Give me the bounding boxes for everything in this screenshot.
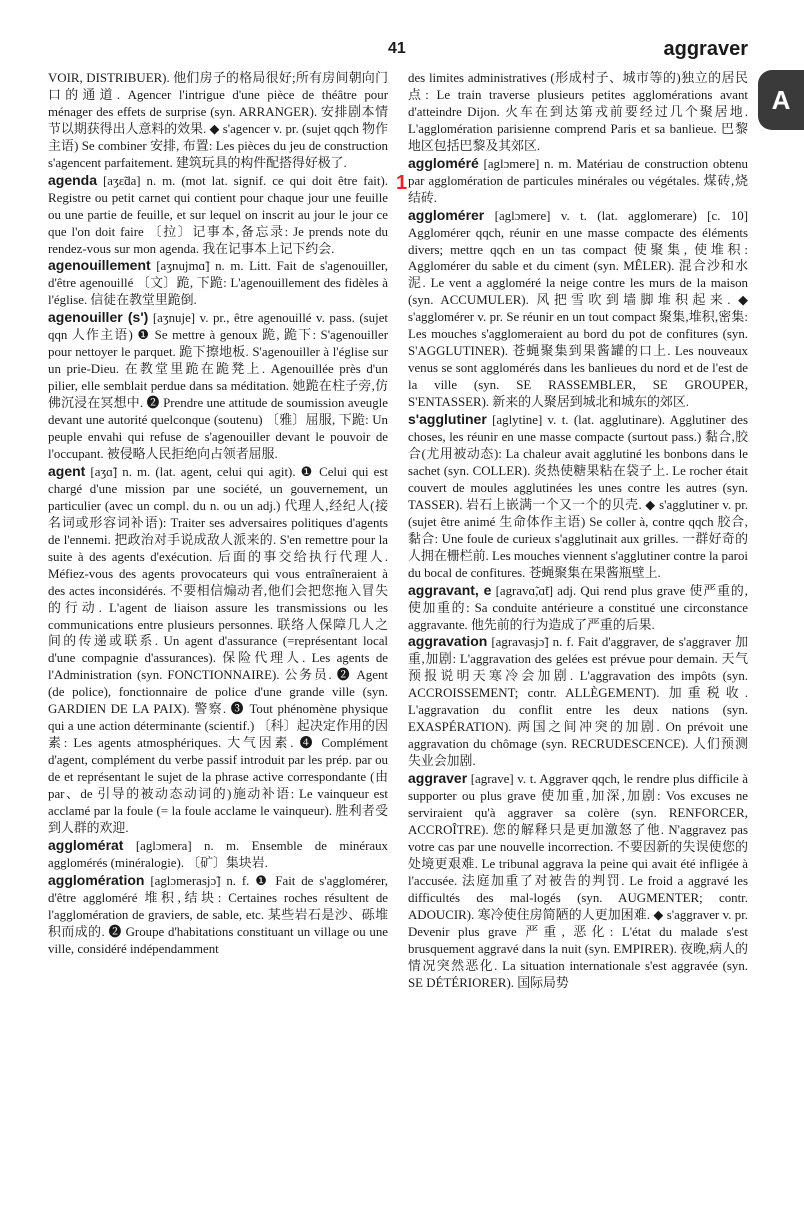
page-number: 41 [388, 40, 406, 57]
entry-text: [aʒɛ̃da] n. m. (mot lat. signif. ce qui doit être fait). Registre ou petit carnet qui contient pour chaque jour une feuille ou une partie de feuille, et sur lequel on inscrit au jour le jour ce que l'on doit faire 〔拉〕记事本,备忘录: Je prends note du rendez-vous sur mon agenda. 我在记事本上记下约会. [48, 173, 388, 256]
entry-text: [aglytine] v. t. (lat. agglutinare). Agglutiner des choses, les réunir en une masse compacte (surtout pass.) 黏合,胶合(尤用被动态): La chaleur avait agglutiné les bonbons dans le sachet (syn. COLLER). 炎热使糖果粘在袋子上. Le rocher était couvert de moules agglutinées les unes contre les autres (syn. TASSER). 岩石上嵌满一个又一个的贝壳. ◆ s'agglutiner v. pr. (sujet être animé 生命体作主语) Se coller à, contre qqch 胶合,黏合: Une foule de curieux s'agglutinait aux grilles. 一群好奇的人拥在栅栏前. Les mouches viennent s'agglutiner contre la paroi du bocal de confitures. 苍蝇聚集在果酱瓶壁上. [408, 413, 748, 580]
entry-text: [aglɔmera] n. m. Ensemble de minéraux agglomérés (minéralogie). 〔矿〕集块岩. [48, 838, 388, 870]
letter-tab: A [758, 70, 804, 130]
dictionary-entry [408, 411, 748, 582]
dictionary-entry [48, 309, 388, 463]
entry-headword: agglomérer [408, 206, 485, 223]
right-column [408, 70, 748, 991]
dictionary-entry [408, 70, 748, 155]
entry-text: [agravɑ̃,ɑ̃t] adj. Qui rend plus grave 使严重的, 使加重的: Sa conduite antérieure a constitué une circonstance aggravante. 他先前的行为造成了严重的后果. [408, 583, 748, 632]
entry-headword: agenouiller (s') [48, 309, 149, 326]
dictionary-entry [48, 70, 388, 172]
dictionary-entry [48, 257, 388, 309]
entry-text: [aʒɑ̃] n. m. (lat. agent, celui qui agit). ❶ Celui qui est chargé d'une mission par une société, un gouvernement, un particulier (avec un compl. du n. ou un adj.) 代理人,经纪人(接名词或形容词补语): Traiter ses adversaires politiques d'agents de l'ennemi. 把政治对手说成敌人派来的. S'en remettre pour la suite à des agents d'exécution. 后面的事交给执行代理人. Méfiez-vous des agents provocateurs qui vous entraîneraient à des actes inconsidérés. 不要相信煽动者,他们会把您拖入冒失的行动. L'agent de liaison assure les transmissions ou les communications entre plusieurs personnes. 联络人保障几人之间的传递或联系. Un agent d'assurance (=représentant local d'une compagnie d'assurances). 保险代理人. Les agents de l'Administration (syn. FONCTIONNAIRE). 公务员. ❷ Agent (de police), fonctionnaire de police d'une grande ville (syn. GARDIEN DE LA PAIX). 警察. ❸ Tout phénomène physique qui a une action déterminante (scientif.) 〔科〕起决定作用的因素: Les agents atmosphériques. 大气因素. ❹ Complément d'agent, complément du verbe passif introduit par les prép. par ou de et représentant le sujet de la phrase active correspondante (由 par、de 引导的被动态动词的)施动补语: Le vainqueur est acclamé par la foule (= la foule acclame le vainqueur). 胜利者受到人群的欢迎. [48, 464, 388, 835]
dictionary-entry [408, 582, 748, 634]
entry-text: [aʒnuje] v. pr., être agenouillé v. pass. (sujet qqn 人作主语) ❶ Se mettre à genoux 跪, 跪下: S'agenouiller pour nettoyer le parquet. 跪下擦地板. S'agenouiller à l'église sur un prie-Dieu. 在教堂里跪在跪凳上. Agenouillée près d'un pilier, elle semblait perdue dans sa méditation. 她跪在柱子旁,仿佛沉浸在冥想中. ❷ Prendre une attitude de soumission aveugle devant une autorité quelconque (soutenu) 〔雅〕屈服, 下跪: Un peuple envahi qui refuse de s'agenouiller devant le pouvoir de l'occupant. 被侵略人民拒绝向占领者屈服. [48, 311, 388, 461]
entry-headword: aggraver [408, 770, 468, 787]
entry-headword: aggravant, e [408, 581, 492, 598]
line-marker: 1 [396, 172, 408, 194]
dictionary-entry [408, 770, 748, 991]
entry-headword: agent [48, 462, 86, 479]
running-head: aggraver [663, 38, 748, 60]
dictionary-entry [408, 155, 748, 207]
dictionary-entry [48, 837, 388, 872]
left-column [48, 70, 388, 958]
entry-headword: agenouillement [48, 257, 151, 274]
entry-text: [agrave] v. t. Aggraver qqch, le rendre plus difficile à supporter ou plus grave 使加重,加深,加剧: Vos excuses ne serviraient qu'à aggraver sa colère (syn. RENFORCER, ACCROÎTRE). 您的解释只是更加激怒了他. N'aggravez pas votre cas par une nouvelle incorrection. 不要因新的失误使您的处境更艰难. Le tribunal aggrava la peine qui avait été infligée à l'accusée. 法庭加重了对被告的判罚. Le froid a aggravé les difficultés des mal-logés (syn. AUGMENTER; contr. ADOUCIR). 寒冷使住房简陋的人更加困难. ◆ s'aggraver v. pr. Devenir plus grave 严重, 恶化: L'état du malade s'est brusquement aggravé dans la nuit (syn. EMPIRER). 夜晚,病人的情况突然恶化. La situation internationale s'est aggravée (syn. SE DÉTÉRIORER). 国际局势 [408, 772, 748, 990]
dictionary-entry [48, 463, 388, 837]
entry-text: [agravasjɔ̃] n. f. Fait d'aggraver, de s'aggraver 加重,加剧: L'aggravation des gelées est prévue pour demain. 天气预报说明天寒冷会加剧. L'aggravation des impôts (syn. ACCROISSEMENT; contr. ALLÈGEMENT). 加重税收. L'aggravation du conflit entre les deux nations (syn. EXASPÉRATION). 两国之间冲突的加剧. On prévoit une aggravation du chômage (syn. RECRUDESCENCE). 人们预测失业会加剧. [408, 635, 748, 769]
entry-text: VOIR, DISTRIBUER). 他们房子的格局很好;所有房间朝向门口的通道. Agencer l'intrigue d'une pièce de théâtre pour ménager des effets de surprise (syn. ARRANGER). 安排剧本情节以期获得出人意料的效果. ◆ s'agencer v. pr. (sujet qqch 物作主语) Se combiner 安排, 布置: Les pièces du jeu de construction s'agencent parfaitement. 建筑玩具的构件配搭得好极了. [48, 71, 388, 170]
entry-headword: agglomération [48, 871, 145, 888]
entry-text: [aʒnujmɑ̃] n. m. Litt. Fait de s'agenouiller, d'être agenouillé 〔文〕跪, 下跪: L'agenouillement des fidèles à l'église. 信徒在教堂里跪倒. [48, 259, 388, 308]
entry-text: [aglɔmere] n. m. Matériau de construction obtenu par agglomération de particules minérales ou végétales. 煤砖,烧结砖. [408, 156, 748, 205]
entry-headword: agenda [48, 171, 98, 188]
entry-headword: aggravation [408, 633, 488, 650]
dictionary-entry [48, 172, 388, 258]
dictionary-entry [408, 633, 748, 770]
entry-text: des limites administratives (形成村子、城市等的)独立的居民点: Le train traverse plusieurs petites agglomérations avant d'atteindre Dijon. 火车在到达第戎前要经过几个聚居地. L'agglomération parisienne comprend Paris et sa banlieue. 巴黎地区包括巴黎及其郊区. [408, 71, 748, 153]
dictionary-entry [48, 872, 388, 958]
entry-headword: aggloméré [408, 154, 479, 171]
entry-text: [aglɔmere] v. t. (lat. agglomerare) [c. 10] Agglomérer qqch, réunir en une masse compacte des éléments divers; mettre qqch en un tas compact 使聚集, 使堆积: Agglomérer du sable et du ciment (syn. MÊLER). 混合沙和水泥. Le vent a aggloméré la neige contre les murs de la maison (syn. ACCUMULER). 风把雪吹到墙脚堆积起来. ◆ s'agglomérer v. pr. Se réunir en un tout compact 聚集,堆积,密集: Les mouches s'agglomeraient au bord du pot de confitures (syn. S'AGGLUTINER). 苍蝇聚集到果酱罐的口上. Les nouveaux venus se sont agglomérés dans les banlieues du nord et de l'est de la ville (syn. SE RASSEMBLER, SE GROUPER, S'ENTASSER). 新来的人聚居到城北和城东的郊区. [408, 208, 748, 410]
entry-headword: agglomérat [48, 836, 124, 853]
dictionary-entry [408, 207, 748, 411]
entry-headword: s'agglutiner [408, 411, 487, 428]
entry-text: [aglɔmerasjɔ̃] n. f. ❶ Fait de s'agglomérer, d'être aggloméré 堆积,结块: Certaines roches résultent de l'agglomération de graviers, de sable, etc. 某些岩石是沙、砾堆积而成的. ❷ Groupe d'habitations constituant un village ou une ville, considéré indépendamment [48, 873, 388, 956]
